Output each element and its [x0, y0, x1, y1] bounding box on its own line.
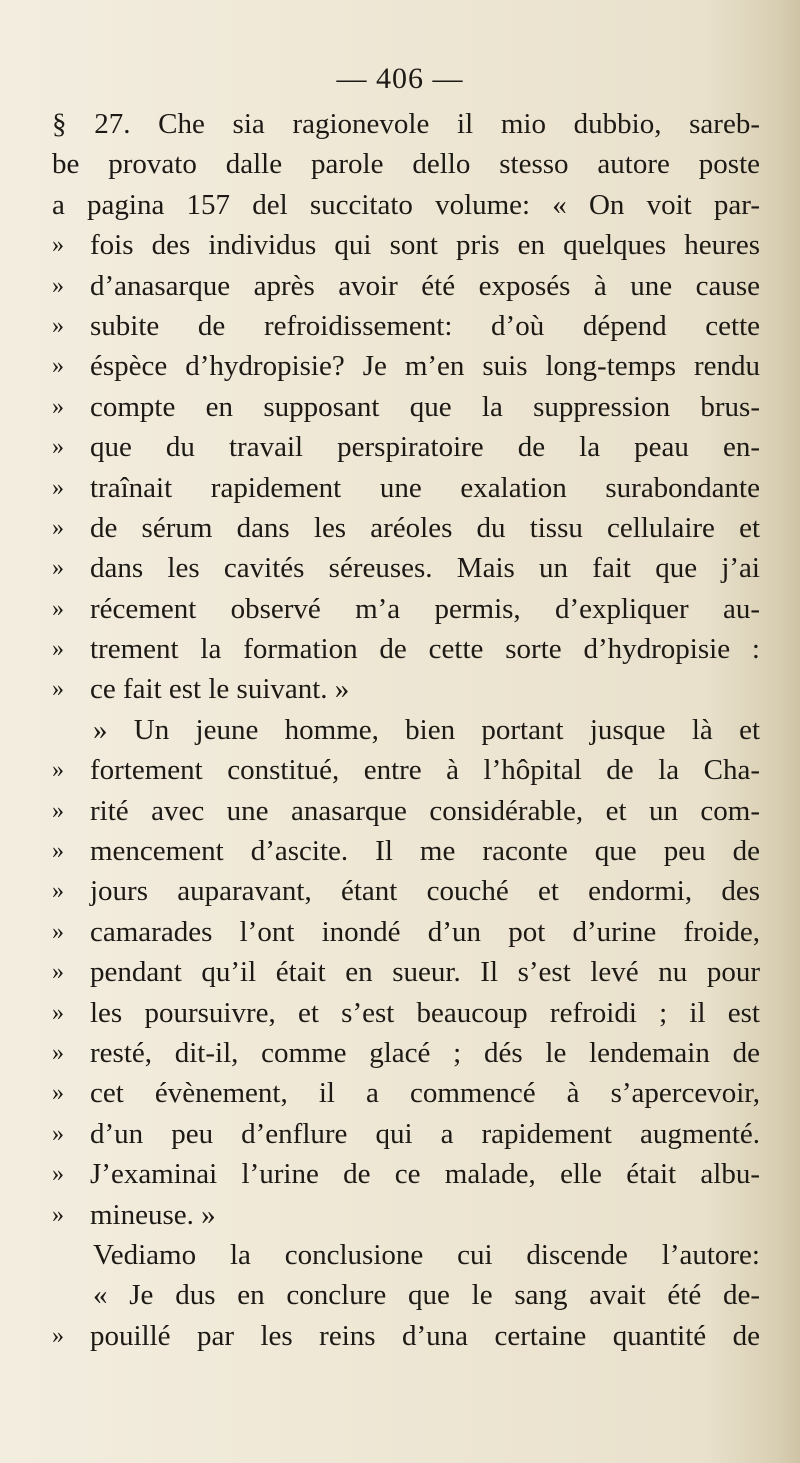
- line-text: § 27. Che sia ragionevole il mio dubbio, sareb-: [52, 108, 760, 140]
- text-line: [0, 387, 800, 427]
- line-text: subite de refroidissement: d’où dépend cette: [90, 309, 760, 342]
- quote-mark: »: [52, 1201, 64, 1228]
- text-line: [0, 144, 800, 184]
- line-text: a pagina 157 del succitato volume: « On voit par-: [52, 188, 760, 221]
- text-line: [0, 629, 800, 669]
- text-line: [0, 791, 800, 831]
- text-line: [0, 346, 800, 386]
- quote-mark: »: [52, 1322, 64, 1349]
- line-text: rité avec une anasarque considérable, et un com-: [90, 794, 760, 827]
- text-line: [0, 1235, 800, 1275]
- text-line: [0, 225, 800, 265]
- quote-mark: »: [52, 878, 64, 905]
- text-line: [0, 912, 800, 952]
- line-text: cet évènement, il a commencé à s’apercevoir,: [90, 1077, 760, 1110]
- body-text: [0, 104, 800, 1356]
- line-text: jours auparavant, étant couché et endormi, des: [90, 875, 760, 908]
- line-text: fois des individus qui sont pris en quelques heures: [90, 229, 760, 262]
- quote-mark: »: [52, 1080, 64, 1107]
- text-line: [0, 306, 800, 346]
- text-line: [0, 1033, 800, 1073]
- line-text: trement la formation de cette sorte d’hydropisie :: [90, 633, 760, 666]
- quote-mark: »: [52, 959, 64, 986]
- text-line: [0, 468, 800, 508]
- quote-mark: »: [52, 1161, 64, 1188]
- line-text: dans les cavités séreuses. Mais un fait que j’ai: [90, 552, 760, 585]
- quote-mark: »: [52, 676, 64, 703]
- line-text: de sérum dans les aréoles du tissu cellulaire et: [90, 511, 760, 544]
- text-line: [0, 104, 800, 144]
- text-line: [0, 1114, 800, 1154]
- text-line: [0, 427, 800, 467]
- quote-mark: »: [52, 353, 64, 380]
- text-line: [0, 750, 800, 790]
- text-line: [0, 548, 800, 588]
- line-text: pouillé par les reins d’una certaine quantité de: [90, 1319, 760, 1352]
- quote-mark: »: [52, 1039, 64, 1066]
- quote-mark: »: [52, 514, 64, 541]
- text-line: [0, 952, 800, 992]
- text-line: [0, 871, 800, 911]
- line-text: compte en supposant que la suppression brus-: [90, 390, 760, 423]
- text-line: [0, 710, 800, 750]
- line-text: mineuse. »: [90, 1198, 216, 1231]
- quote-mark: »: [52, 999, 64, 1026]
- text-line: [0, 185, 800, 225]
- line-text: éspèce d’hydropisie? Je m’en suis long-temps rendu: [90, 350, 760, 383]
- line-text: d’anasarque après avoir été exposés à une cause: [90, 269, 760, 302]
- line-text: J’examinai l’urine de ce malade, elle était albu-: [90, 1158, 760, 1191]
- page-number: — 406 —: [336, 62, 464, 95]
- text-line: [0, 266, 800, 306]
- quote-mark: »: [52, 797, 64, 824]
- line-text: ce fait est le suivant. »: [90, 673, 350, 706]
- line-text: » Un jeune homme, bien portant jusque là et: [93, 713, 760, 746]
- quote-mark: »: [52, 474, 64, 501]
- text-line: [0, 993, 800, 1033]
- line-text: d’un peu d’enflure qui a rapidement augmenté.: [90, 1117, 760, 1150]
- line-text: resté, dit-il, comme glacé ; dés le lendemain de: [90, 1036, 760, 1069]
- line-text: Vediamo la conclusione cui discende l’autore:: [93, 1238, 760, 1271]
- line-text: les poursuivre, et s’est beaucoup refroidi ; il est: [90, 996, 760, 1029]
- line-text: camarades l’ont inondé d’un pot d’urine froide,: [90, 915, 760, 948]
- text-line: [0, 1316, 800, 1356]
- text-line: [0, 831, 800, 871]
- line-text: fortement constitué, entre à l’hôpital de la Cha-: [90, 754, 760, 787]
- line-text: traînait rapidement une exalation surabondante: [90, 471, 760, 504]
- quote-mark: »: [52, 434, 64, 461]
- text-line: [0, 1073, 800, 1113]
- text-line: [0, 1195, 800, 1235]
- text-line: [0, 589, 800, 629]
- quote-mark: »: [52, 595, 64, 622]
- quote-mark: »: [52, 555, 64, 582]
- quote-mark: »: [52, 757, 64, 784]
- quote-mark: »: [52, 636, 64, 663]
- line-text: mencement d’ascite. Il me raconte que peu de: [90, 835, 760, 868]
- quote-mark: »: [52, 838, 64, 865]
- quote-mark: »: [52, 918, 64, 945]
- quote-mark: »: [52, 393, 64, 420]
- text-line: [0, 508, 800, 548]
- line-text: « Je dus en conclure que le sang avait été de-: [93, 1279, 760, 1312]
- text-line: [0, 1154, 800, 1194]
- quote-mark: »: [52, 272, 64, 299]
- quote-mark: »: [52, 1120, 64, 1147]
- quote-mark: »: [52, 312, 64, 339]
- quote-mark: »: [52, 232, 64, 259]
- line-text: be provato dalle parole dello stesso autore poste: [52, 148, 760, 181]
- text-line: [0, 669, 800, 709]
- line-text: que du travail perspiratoire de la peau en-: [90, 431, 760, 464]
- line-text: pendant qu’il était en sueur. Il s’est levé nu pour: [90, 956, 760, 989]
- text-line: [0, 1275, 800, 1315]
- line-text: récement observé m’a permis, d’expliquer au-: [90, 592, 760, 625]
